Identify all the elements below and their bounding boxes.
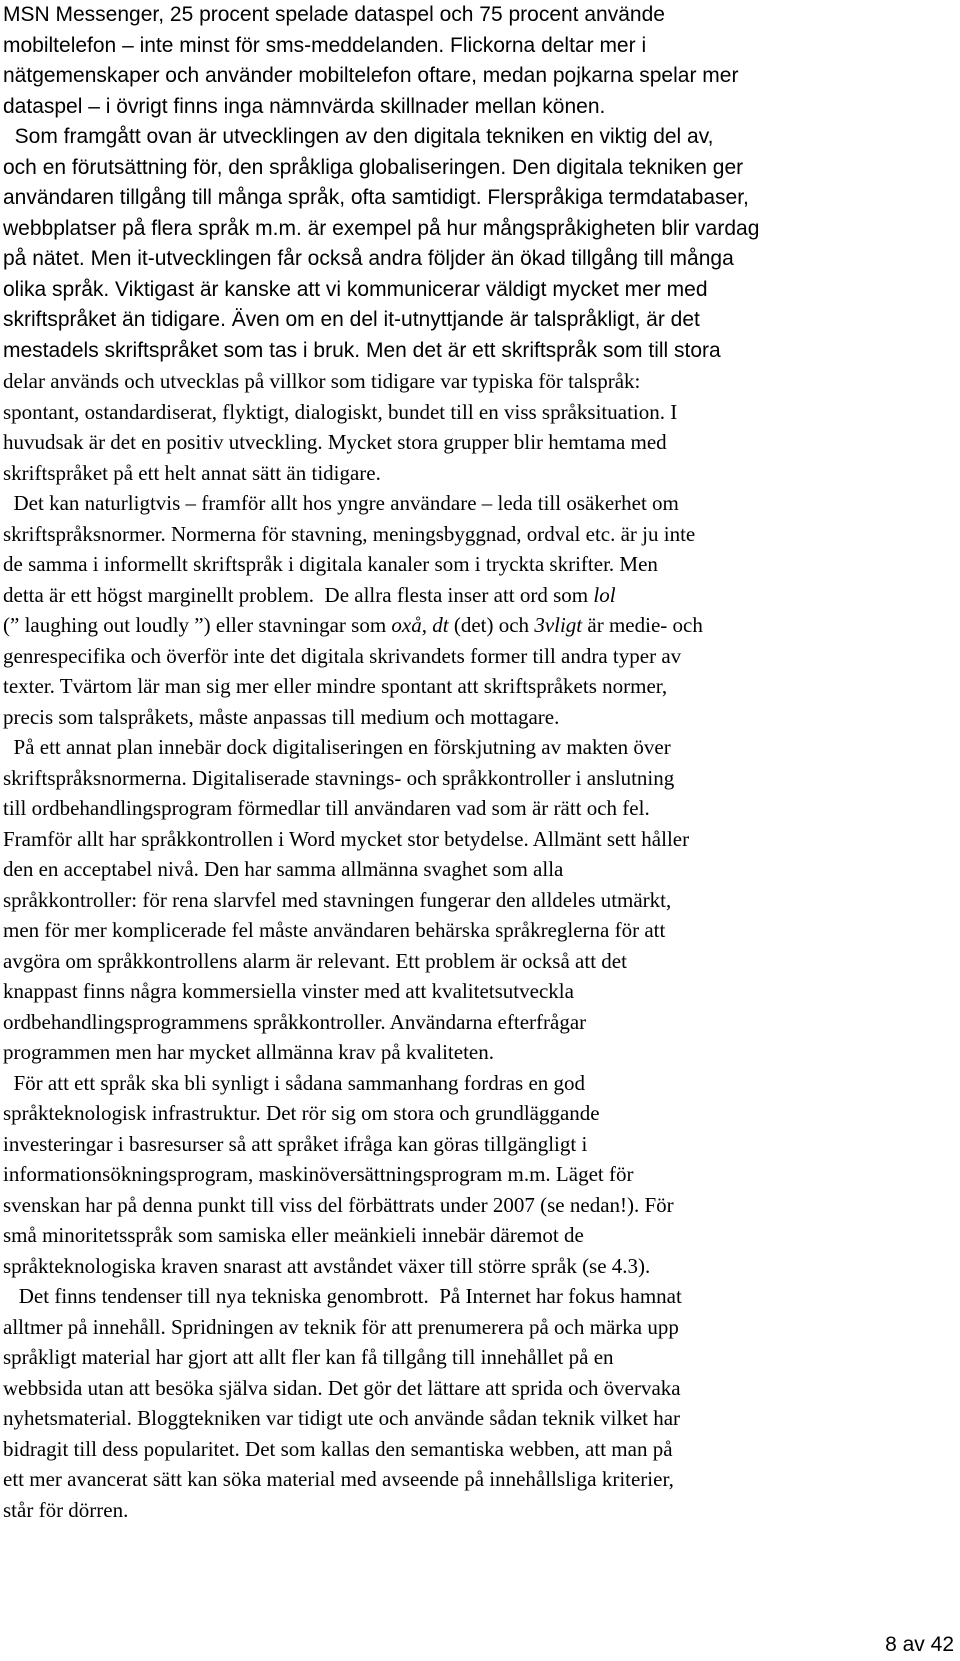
text-line: mobiltelefon – inte minst för sms-meddelanden. Flickorna deltar mer i: [3, 33, 647, 57]
text-line: investeringar i basresurser så att språket ifråga kan göras tillgängligt i: [3, 1131, 588, 1156]
body-text: [3, 0, 953, 1525]
text-line: men för mer komplicerade fel måste användaren behärska språkreglerna för att: [3, 918, 666, 942]
text-line: användaren tillgång till många språk, ofta samtidigt. Flerspråkiga termdatabaser,: [3, 186, 749, 209]
text-line: språkteknologisk infrastruktur. Det rör sig om stora och grundläggande: [3, 1101, 600, 1125]
text-line: Framför allt har språkkontrollen i Word mycket stor betydelse. Allmänt sett håller: [3, 826, 690, 851]
text-line: För att ett språk ska bli synligt i sådana sammanhang fordras en god: [3, 1070, 586, 1095]
text-line: På ett annat plan innebär dock digitaliseringen en förskjutning av makten över: [3, 735, 671, 759]
text-line: nyhetsmaterial. Bloggtekniken var tidigt ute och använde sådan teknik vilket har: [3, 1406, 681, 1430]
text-line: genrespecifika och överför inte det digitala skrivandets former till andra typer av: [3, 643, 682, 668]
text-line: skriftspråksnormerna. Digitaliserade stavnings- och språkkontroller i anslutning: [3, 765, 675, 790]
text-line: (” laughing out loudly ”) eller stavningar som oxå, dt (det) och 3vligt är medie- och: [3, 613, 703, 637]
text-line: delar används och utvecklas på villkor som tidigare var typiska för talspråk:: [3, 369, 641, 393]
text-line: alltmer på innehåll. Spridningen av teknik för att prenumerera på och märka upp: [3, 1314, 679, 1339]
text-line: knappast finns några kommersiella vinster med att kvalitetsutveckla: [3, 979, 574, 1003]
text-line: och en förutsättning för, den språkliga globaliseringen. Den digitala tekniken ger: [3, 155, 744, 179]
text-line: spontant, ostandardiserat, flyktigt, dialogiskt, bundet till en viss språksituation. I: [3, 399, 678, 424]
text-line: olika språk. Viktigast är kanske att vi kommunicerar väldigt mycket mer med: [3, 277, 708, 301]
text-line: språkteknologiska kraven snarast att avståndet växer till större språk (se 4.3).: [3, 1253, 651, 1278]
text-line: informationsökningsprogram, maskinöversättningsprogram m.m. Läget för: [3, 1162, 634, 1186]
text-line: dataspel – i övrigt finns inga nämnvärda skillnader mellan könen.: [3, 94, 606, 118]
text-line: webbsida utan att besöka själva sidan. Det gör det lättare att sprida och övervaka: [3, 1375, 681, 1400]
text-line: Som framgått ovan är utvecklingen av den digitala tekniken en viktig del av,: [3, 125, 714, 148]
text-line: webbplatser på flera språk m.m. är exempel på hur mångspråkigheten blir vardag: [3, 216, 760, 240]
text-line: skriftspråksnormer. Normerna för stavning, meningsbyggnad, ordval etc. är ju inte: [3, 521, 696, 546]
text-line: nätgemenskaper och använder mobiltelefon oftare, medan pojkarna spelar mer: [3, 64, 739, 87]
text-line: ett mer avancerat sätt kan söka material med avseende på innehållsliga kriterier,: [3, 1467, 674, 1491]
text-line: skriftspråket än tidigare. Även om en del it-utnyttjande är talspråkligt, är det: [3, 308, 700, 331]
text-line: ordbehandlingsprogrammens språkkontroller. Användarna efterfrågar: [3, 1009, 587, 1034]
text-line: språkligt material har gjort att allt fler kan få tillgång till innehållet på en: [3, 1345, 614, 1369]
text-line: programmen men har mycket allmänna krav på kvaliteten.: [3, 1040, 494, 1064]
text-line: står för dörren.: [3, 1497, 129, 1522]
text-line: mestadels skriftspråket som tas i bruk. Men det är ett skriftspråk som till stora: [3, 338, 721, 362]
text-line: texter. Tvärtom lär man sig mer eller mindre spontant att skriftspråkets normer,: [3, 674, 668, 698]
text-line: MSN Messenger, 25 procent spelade dataspel och 75 procent använde: [3, 3, 665, 26]
text-line: detta är ett högst marginellt problem. De allra flesta inser att ord som lol: [3, 582, 616, 607]
page-number: 8 av 42: [885, 1633, 954, 1656]
text-line: Det finns tendenser till nya tekniska genombrott. På Internet har fokus hamnat: [3, 1284, 682, 1308]
text-line: svenskan har på denna punkt till viss del förbättrats under 2007 (se nedan!). För: [3, 1192, 674, 1217]
text-line: skriftspråket på ett helt annat sätt än tidigare.: [3, 460, 381, 485]
text-line: avgöra om språkkontrollens alarm är relevant. Ett problem är också att det: [3, 948, 627, 973]
text-line: till ordbehandlingsprogram förmedlar till användaren vad som är rätt och fel.: [3, 796, 650, 820]
text-line: på nätet. Men it-utvecklingen får också andra följder än ökad tillgång till många: [3, 247, 734, 270]
text-line: språkkontroller: för rena slarvfel med stavningen fungerar den alldeles utmärkt,: [3, 887, 672, 912]
text-line: den en acceptabel nivå. Den har samma allmänna svaghet som alla: [3, 857, 564, 881]
text-line: Det kan naturligtvis – framför allt hos yngre användare – leda till osäkerhet om: [3, 491, 679, 515]
text-line: bidragit till dess popularitet. Det som kallas den semantiska webben, att man på: [3, 1436, 673, 1461]
text-line: huvudsak är det en positiv utveckling. Mycket stora grupper blir hemtama med: [3, 430, 667, 454]
text-line: små minoritetsspråk som samiska eller meänkieli innebär däremot de: [3, 1223, 584, 1247]
text-line: precis som talspråkets, måste anpassas till medium och mottagare.: [3, 704, 560, 729]
text-line: de samma i informellt skriftspråk i digitala kanaler som i tryckta skrifter. Men: [3, 552, 658, 576]
